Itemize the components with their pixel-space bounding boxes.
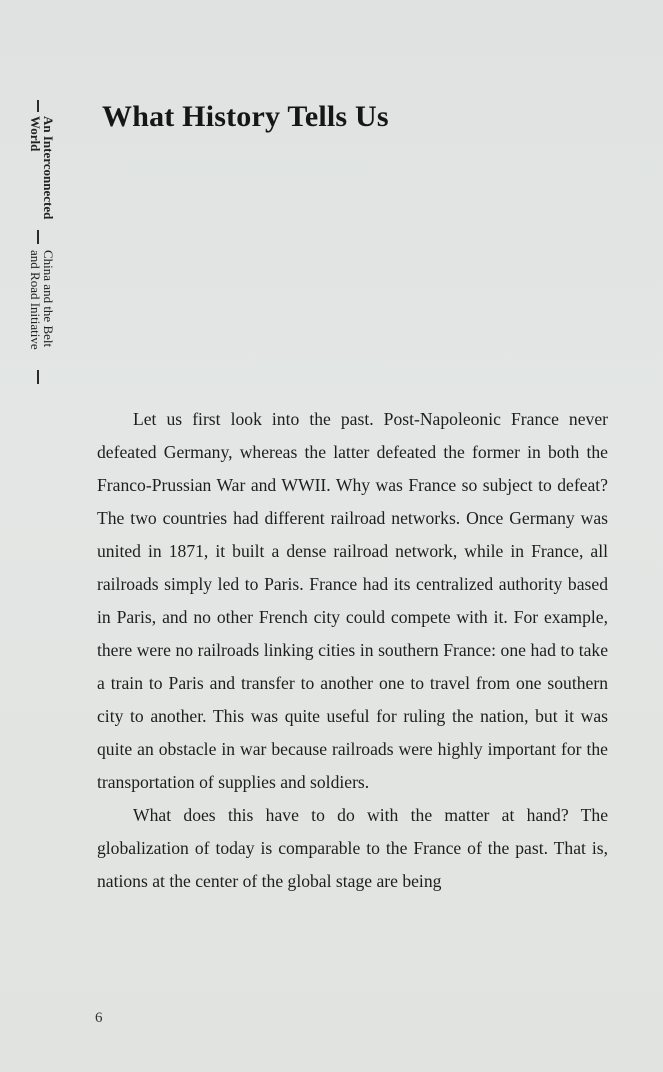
- page-number: 6: [95, 1010, 103, 1026]
- running-head-rule: [37, 100, 39, 112]
- body-text: [97, 403, 608, 898]
- section-heading: What History Tells Us: [102, 100, 389, 133]
- running-head: [29, 100, 63, 386]
- paragraph: Let us first look into the past. Post-Napoleonic France never defeated Germany, whereas the latter defeated the former in both the Franco-Prussian War and WWII. Why was France so subject to defeat? The two countries had different railroad networks. Once Germany was united in 1871, it built a dense railroad network, while in France, all railroads simply led to Paris. France had its centralized authority based in Paris, and no other French city could compete with it. For example, there were no railroads linking cities in southern France: one had to take a train to Paris and transfer to another one to travel from one southern city to another. This was quite useful for ruling the nation, but it was quite an obstacle in war because railroads were highly important for the transportation of supplies and soldiers.: [97, 409, 608, 792]
- running-head-book-title: An Interconnected World: [28, 116, 56, 220]
- running-head-series-title: China and the Belt and Road Initiative: [28, 250, 56, 350]
- running-head-rule: [37, 370, 39, 384]
- running-head-rule: [37, 230, 39, 244]
- paragraph: What does this have to do with the matter at hand? The globalization of today is comparable to the France of the past. That is, nations at the center of the global stage are being: [97, 805, 608, 891]
